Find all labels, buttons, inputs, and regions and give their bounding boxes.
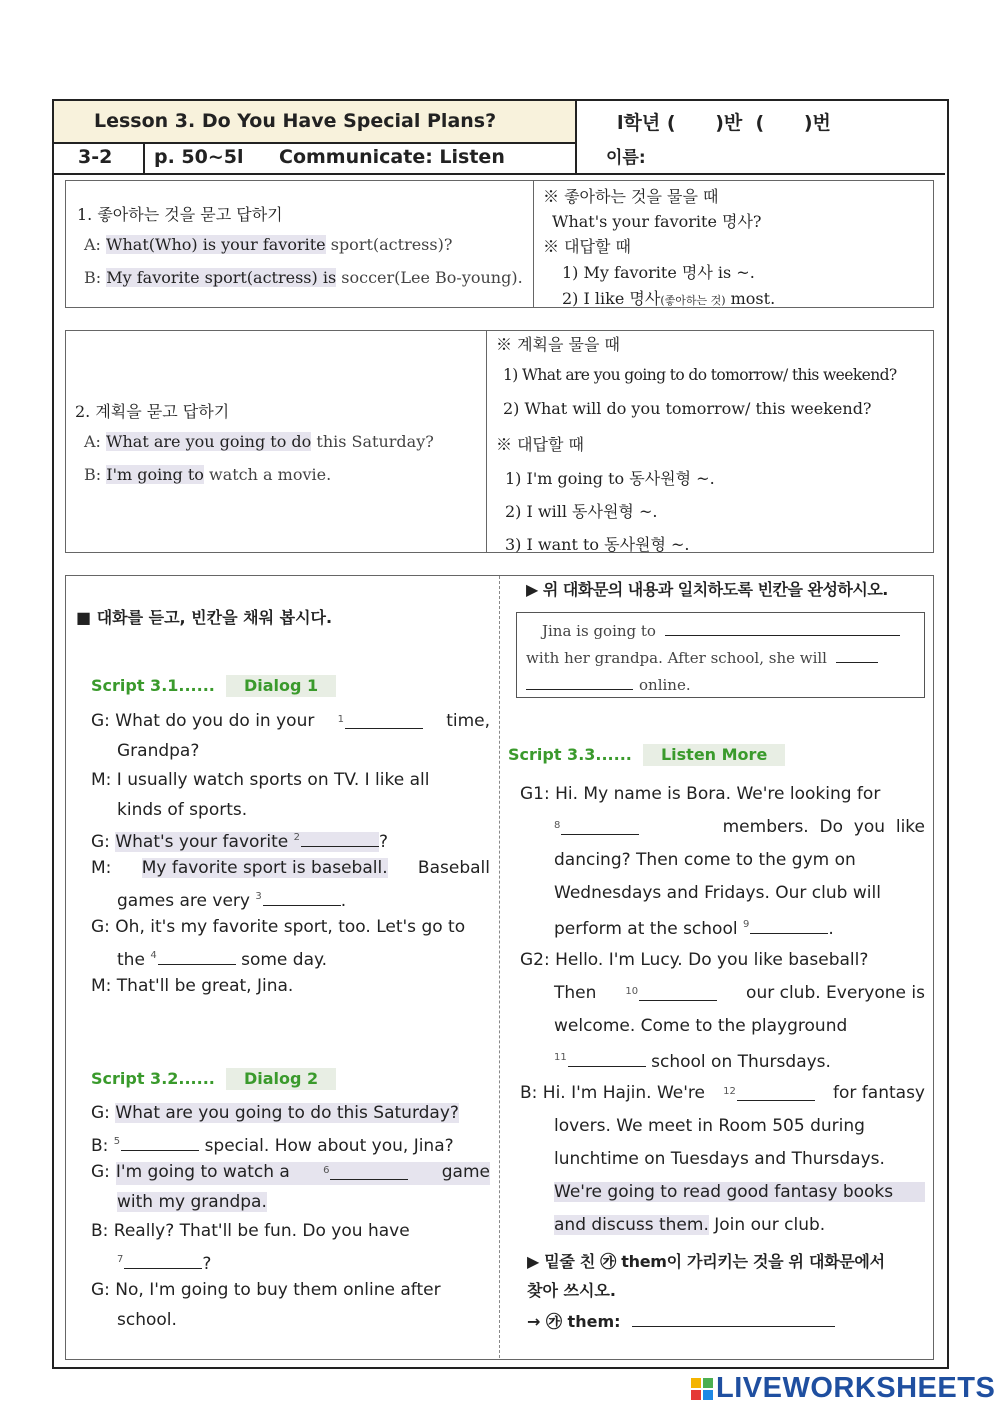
dialog-1-tag: Dialog 1 [226, 675, 336, 697]
d1-line-1: G: What do you do in your $^1$ time, [91, 711, 490, 731]
d2-line-2: B: $^5$ special. How about you, Jina? [91, 1133, 454, 1156]
highlight-a: What(Who) is your favorite [106, 235, 326, 254]
summary-line-3: online. [526, 674, 691, 694]
g2-line-2: Then $^{10}$ our club. Everyone is [554, 983, 925, 1003]
blank-12[interactable] [737, 1083, 815, 1101]
box2-answer-1: 1) I'm going to 동사원형 ~. [505, 469, 715, 488]
box2-note-ask: ※ 계획을 물을 때 [496, 335, 620, 354]
d1-line-2: M: I usually watch sports on TV. I like all [91, 770, 430, 790]
highlight-b2: I'm going to [106, 465, 204, 484]
blank-4[interactable] [158, 947, 236, 965]
d2-line-1: G: What are you going to do this Saturday? [91, 1103, 459, 1123]
listen-more-tag: Listen More [643, 744, 785, 766]
lesson-title: Lesson 3. Do You Have Special Plans? [94, 110, 497, 132]
summary-blank-2[interactable] [836, 647, 878, 663]
left-instruction: ■ 대화를 듣고, 빈칸을 채워 봅시다. [76, 608, 333, 627]
box2-note-answer: ※ 대답할 때 [496, 435, 584, 454]
d1-line-4c: games are very $^3$ . [117, 888, 346, 911]
d1-line-6: M: That'll be great, Jina. [91, 976, 294, 996]
lesson-topic: Communicate: Listen [279, 146, 505, 168]
footer-brand[interactable]: LIVEWORKSHEETS [716, 1372, 996, 1404]
summary-blank-3[interactable] [526, 674, 633, 690]
box1-line-b: B: My favorite sport(actress) is soccer(Lee Bo-young). [84, 268, 523, 287]
blank-3[interactable] [263, 888, 341, 906]
d2-line-4b: $^7$ ? [117, 1251, 211, 1274]
box1-note-answer: ※ 대답할 때 [543, 237, 631, 256]
d2-line-3c [117, 1192, 267, 1212]
g1-line-5: perform at the school $^9$ . [554, 916, 834, 939]
name-label: 이름: [606, 148, 646, 168]
d2-highlight-1: What are you going to do this Saturday? [115, 1103, 459, 1123]
section-number: 3-2 [78, 146, 113, 168]
d1-line-5b: the $^4$ some day. [117, 947, 327, 970]
box1-title: 1. 좋아하는 것을 묻고 답하기 [77, 205, 283, 224]
summary-line-1: Jina is going to [542, 620, 900, 640]
script-3-3-heading: Script 3.3...... Listen More [508, 744, 785, 766]
d1-line-3: G: What's your favorite $^2$ ? [91, 829, 388, 852]
blank-5[interactable] [121, 1133, 199, 1151]
box2-title: 2. 계획을 묻고 답하기 [75, 402, 230, 421]
summary-line-2: with her grandpa. After school, she will [526, 647, 878, 667]
d1-line-5: G: Oh, it's my favorite sport, too. Let's go to [91, 917, 466, 937]
dialog-2-tag: Dialog 2 [226, 1068, 336, 1090]
blank-10[interactable] [639, 983, 717, 1001]
class-number-line: l학년 ( )반 ( )번 [617, 112, 831, 134]
dialog-column-divider [499, 576, 500, 1358]
g1-line-3: dancing? Then come to the gym on [554, 850, 856, 870]
g2-line-3: welcome. Come to the playground [554, 1016, 848, 1036]
d1-line-1c: Grandpa? [117, 741, 200, 761]
lesson-title-cell [54, 101, 577, 144]
g1-line-1: G1: Hi. My name is Bora. We're looking for [520, 784, 881, 804]
b-line-4: We're going to read good fantasy books [554, 1182, 925, 1202]
blank-6[interactable] [330, 1162, 408, 1180]
answer-blank[interactable] [632, 1310, 835, 1327]
d2-highlight-3: I'm going to watch a $^6$ game [116, 1162, 490, 1185]
d2-line-4: B: Really? That'll be fun. Do you have [91, 1221, 410, 1241]
box2-ask-1: 1) What are you going to do tomorrow/ this weekend? [503, 366, 897, 384]
liveworksheets-logo-icon [691, 1378, 713, 1400]
box2-line-b: B: I'm going to watch a movie. [84, 465, 332, 484]
blank-9[interactable] [750, 916, 828, 934]
highlight-b: My favorite sport(actress) is [106, 268, 337, 287]
script-3-2-heading: Script 3.2...... Dialog 2 [91, 1068, 336, 1090]
d1-line-2b: kinds of sports. [117, 800, 248, 820]
script-3-1-heading: Script 3.1...... Dialog 1 [91, 675, 336, 697]
box2-ask-2: 2) What will do you tomorrow/ this weekend? [503, 399, 872, 418]
g1-line-4: Wednesdays and Fridays. Our club will [554, 883, 881, 903]
box1-line-a: A: What(Who) is your favorite sport(actress)? [84, 235, 453, 254]
summary-blank-1[interactable] [665, 620, 900, 636]
blank-1[interactable] [345, 711, 423, 729]
blank-11[interactable] [568, 1049, 646, 1067]
box2-answer-3: 3) I want to 동사원형 ~. [505, 535, 690, 554]
d2-line-5b: school. [117, 1310, 177, 1330]
box1-answer-1: 1) My favorite 명사 is ~. [562, 263, 755, 282]
d2-line-5: G: No, I'm going to buy them online after [91, 1280, 441, 1300]
box2-answer-2: 2) I will 동사원형 ~. [505, 502, 658, 521]
right-instruction: ▶ 위 대화문의 내용과 일치하도록 빈칸을 완성하시오. [526, 580, 888, 599]
d1-highlight-3: What's your favorite $^2$ [115, 832, 379, 852]
box1-note-ask-expr: What's your favorite 명사? [552, 212, 762, 231]
b-highlight-5: and discuss them. [554, 1215, 709, 1235]
blank-8[interactable] [561, 817, 639, 835]
question-line-1: ▶ 밑줄 친 ㉮ them이 가리키는 것을 위 대화문에서 [527, 1252, 885, 1271]
answer-line: → ㉮ them: [527, 1309, 835, 1332]
blank-2[interactable] [301, 829, 379, 847]
g2-line-1: G2: Hello. I'm Lucy. Do you like baseball? [520, 950, 869, 970]
d2-highlight-3c: with my grandpa. [117, 1192, 267, 1212]
d1-line-4: M: My favorite sport is baseball. Baseball [91, 858, 490, 878]
highlight-a2: What are you going to do [106, 432, 312, 451]
b-line-1: B: Hi. I'm Hajin. We're $^{12}$ for fantasy [520, 1083, 925, 1103]
box2-line-a: A: What are you going to do this Saturday? [84, 432, 434, 451]
b-line-3: lunchtime on Tuesdays and Thursdays. [554, 1149, 885, 1169]
d1-highlight-4: My favorite sport is baseball. [141, 858, 388, 878]
b-line-2: lovers. We meet in Room 505 during [554, 1116, 865, 1136]
b-line-5: and discuss them. Join our club. [554, 1215, 826, 1235]
page-range: p. 50~5l [154, 146, 244, 168]
blank-7[interactable] [124, 1251, 202, 1269]
question-line-2: 찾아 쓰시오. [527, 1281, 616, 1300]
g2-line-4: $^{11}$ school on Thursdays. [554, 1049, 831, 1072]
d2-line-3: G: I'm going to watch a $^6$ game [91, 1162, 490, 1185]
g1-line-2: $^8$ members. Do you like [554, 817, 925, 837]
header-divider [54, 173, 945, 175]
box1-note-ask: ※ 좋아하는 것을 물을 때 [543, 187, 719, 206]
box1-answer-2: 2) I like 명사(좋아하는 것) most. [562, 289, 776, 308]
